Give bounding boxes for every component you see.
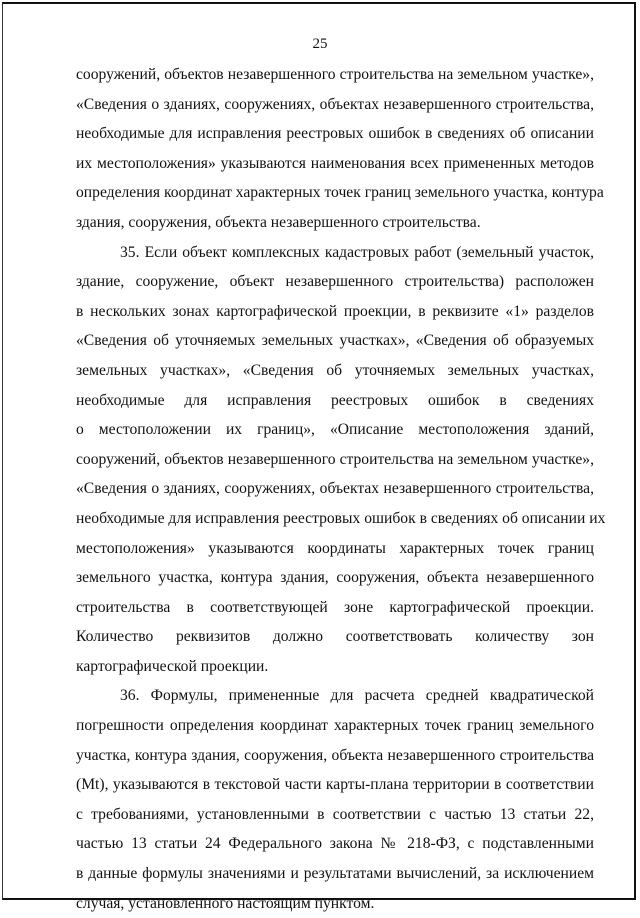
text-line: с требованиями, установленными в соответствии с частью 13 статьи 22, bbox=[76, 805, 594, 823]
text-line: участка, контура здания, сооружения, объекта незавершенного строительства bbox=[76, 746, 594, 764]
text-line: сооружений, объектов незавершенного строительства на земельном участке», bbox=[76, 66, 594, 83]
text-line: о местоположении их границ», «Описание местоположения зданий, bbox=[76, 421, 594, 439]
text-line: необходимые для исправления реестровых ошибок в сведениях об описании bbox=[76, 125, 594, 143]
text-line: в нескольких зонах картографической проекции, в реквизите «1» разделов bbox=[76, 302, 594, 320]
text-line: «Сведения о зданиях, сооружениях, объектах незавершенного строительства, bbox=[76, 95, 594, 113]
paragraph-36-start: 36. Формулы, примененные для расчета средней квадратической bbox=[120, 687, 594, 705]
text-line: «Сведения о зданиях, сооружениях, объектах незавершенного строительства, bbox=[76, 480, 594, 498]
text-line: картографической проекции. bbox=[76, 657, 269, 675]
text-line: погрешности определения координат характерных точек границ земельного bbox=[76, 717, 594, 735]
text-line: их местоположения» указываются наименования всех примененных методов bbox=[76, 154, 594, 172]
text-line: (Mt), указываются в текстовой части карты-плана территории в соответствии bbox=[76, 776, 594, 794]
text-line: местоположения» указываются координаты характерных точек границ bbox=[76, 539, 594, 557]
text-line: «Сведения об уточняемых земельных участках», «Сведения об образуемых bbox=[76, 332, 594, 350]
paragraph-35-start: 35. Если объект комплексных кадастровых работ (земельный участок, bbox=[120, 243, 594, 261]
text-line: определения координат характерных точек границ земельного участка, контура bbox=[76, 184, 604, 202]
text-line: Количество реквизитов должно соответствовать количеству зон bbox=[76, 628, 594, 646]
text-line: здание, сооружение, объект незавершенного строительства) расположен bbox=[76, 273, 594, 291]
text-line: земельных участках», «Сведения об уточняемых земельных участках, bbox=[76, 361, 594, 379]
text-line: в данные формулы значениями и результатами вычислений, за исключением bbox=[76, 865, 594, 883]
text-line: сооружений, объектов незавершенного строительства на земельном участке», bbox=[76, 450, 594, 468]
text-line: случая, установленного настоящим пунктом. bbox=[76, 894, 375, 912]
text-line: строительства в соответствующей зоне картографической проекции. bbox=[76, 598, 594, 616]
page-number: 25 bbox=[312, 36, 328, 52]
text-line: необходимые для исправления реестровых ошибок в сведениях об описании их bbox=[76, 509, 606, 527]
text-line: здания, сооружения, объекта незавершенного строительства. bbox=[76, 213, 481, 231]
text-line: необходимые для исправления реестровых ошибок в сведениях bbox=[76, 391, 594, 409]
text-line: земельного участка, контура здания, сооружения, объекта незавершенного bbox=[76, 569, 594, 587]
text-line: частью 13 статьи 24 Федерального закона № 218-ФЗ, с подставленными bbox=[76, 835, 594, 853]
document-body bbox=[76, 60, 606, 918]
